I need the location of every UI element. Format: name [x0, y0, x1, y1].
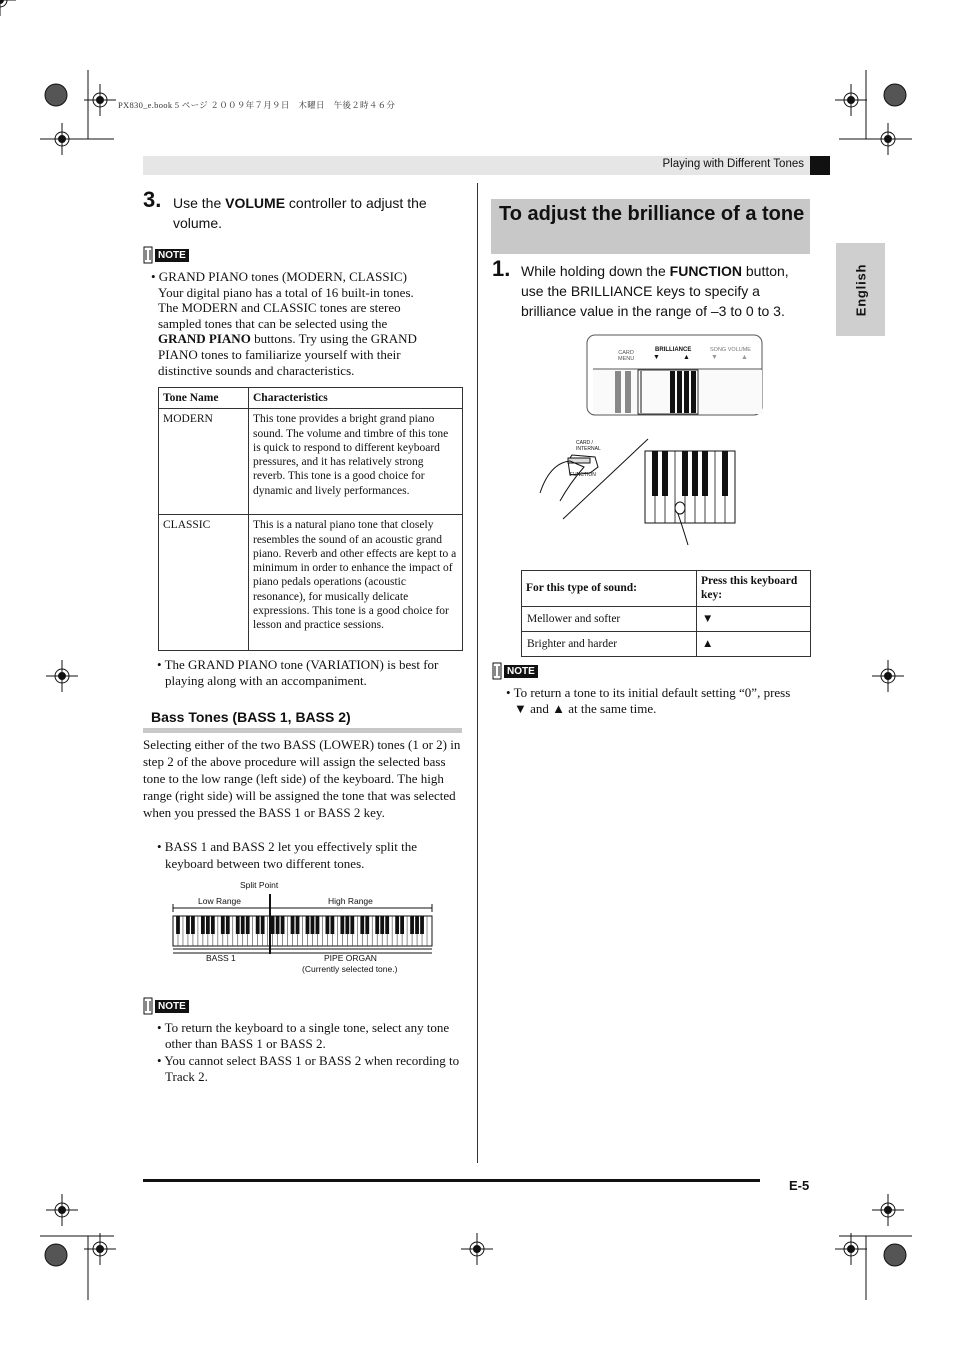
- step-text-part: Use the: [173, 195, 226, 211]
- table-header: Press this keyboard key:: [697, 571, 811, 607]
- table-row: [522, 631, 811, 656]
- brilliance-heading-bar: [491, 199, 810, 254]
- piano-black-key: [345, 916, 349, 934]
- bass1-label: BASS 1: [206, 953, 236, 963]
- card-internal-label: [576, 441, 601, 452]
- panel-text: CARD /: [576, 440, 593, 446]
- brilliance-heading: To adjust the brilliance of a tone: [499, 203, 805, 225]
- note-bullet: • To return a tone to its initial default setting “0”, press ▼ and ▲ at the same time.: [506, 685, 791, 716]
- note-bullet: • You cannot select BASS 1 or BASS 2 when recording to Track 2.: [157, 1053, 460, 1084]
- column-divider: [477, 183, 478, 1163]
- volume-down-icon: ▼: [711, 354, 718, 361]
- note-bullet: • To return the keyboard to a single tone, select any tone other than BASS 1 or BASS 2.: [157, 1020, 450, 1051]
- piano-black-key: [211, 916, 215, 934]
- panel-black-key: [684, 371, 689, 413]
- table-cell-key: ▲: [697, 631, 811, 656]
- piano-black-key: [326, 916, 330, 934]
- piano-black-key: [176, 916, 180, 934]
- mini-black-key: [722, 451, 728, 496]
- panel-key: [640, 371, 642, 413]
- bass-heading: Bass Tones (BASS 1, BASS 2): [151, 709, 351, 725]
- song-volume-label: SONG VOLUME: [710, 347, 751, 353]
- note-bass: [151, 1020, 463, 1084]
- step-text: [173, 193, 463, 233]
- piano-black-key: [385, 916, 389, 934]
- brilliance-up-icon: ▲: [683, 354, 690, 361]
- table-header-row: [522, 571, 811, 607]
- panel-black-key: [691, 371, 696, 413]
- bass-body: Selecting either of the two BASS (LOWER) tones (1 or 2) in step 2 of the above procedure will assign the selected bass tone to the low range (left side) of the keyboard. The high range (right side) will be assigned the tone that was selected when you pressed the BASS 1 or BASS 2 key.: [143, 737, 461, 820]
- piano-black-key: [261, 916, 265, 934]
- card-menu-label: [618, 350, 634, 362]
- piano-black-key: [350, 916, 354, 934]
- note-keyword: GRAND PIANO: [158, 331, 251, 347]
- piano-black-key: [291, 916, 295, 934]
- piano-black-key: [360, 916, 364, 934]
- step-text: [521, 261, 806, 321]
- step-number: 1.: [492, 256, 511, 281]
- table-row: [159, 515, 463, 651]
- note-line: The MODERN and CLASSIC tones are stereo: [158, 300, 401, 316]
- note-line: • GRAND PIANO tones (MODERN, CLASSIC): [151, 269, 407, 284]
- heading-rule: [143, 728, 462, 733]
- pipe-organ-label: PIPE ORGAN: [324, 953, 377, 963]
- step-number: 3.: [143, 187, 162, 212]
- note-badge: [143, 997, 189, 1015]
- note-label: NOTE: [504, 665, 538, 678]
- brilliance-panel-illustration: [530, 333, 770, 553]
- piano-black-key: [236, 916, 240, 934]
- note-label: NOTE: [155, 249, 189, 262]
- note-line: PIANO tones to familiarize yourself with their: [158, 346, 401, 362]
- piano-black-key: [276, 916, 280, 934]
- panel-black-key: [677, 371, 682, 413]
- piano-black-key: [186, 916, 190, 934]
- note-badge: [492, 662, 538, 680]
- piano-black-key: [296, 916, 300, 934]
- mini-black-key: [662, 451, 668, 496]
- note-label: NOTE: [155, 1000, 189, 1013]
- table-cell: This tone provides a bright grand piano sound. The volume and timbre of this tone is quick to respond to different keyboard pressures, and it has relatively strong reverb. This tone is a good choice for dynamic and lively performances.: [249, 409, 463, 515]
- split-point-label: Split Point: [240, 880, 279, 890]
- note-line: Your digital piano has a total of 16 built-in tones.: [158, 284, 414, 300]
- panel-text: INTERNAL: [576, 445, 601, 452]
- bass-bullet: [151, 838, 463, 872]
- language-tab: [836, 243, 885, 336]
- note-line: buttons. Try using the GRAND: [250, 331, 417, 347]
- tone-table: [158, 387, 463, 651]
- piano-black-key: [271, 916, 275, 934]
- note-pen-icon: [492, 662, 502, 680]
- note-pen-icon: [143, 246, 153, 264]
- piano-black-key: [375, 916, 379, 934]
- note-grand-piano: [151, 269, 463, 378]
- function-label: FUNCTION: [570, 472, 596, 478]
- piano-black-key: [330, 916, 334, 934]
- piano-black-key: [400, 916, 404, 934]
- table-cell: MODERN: [159, 409, 249, 515]
- step-keyword: VOLUME: [225, 195, 286, 211]
- panel-black-key: [670, 371, 675, 413]
- panel-text: CARD: [618, 350, 634, 356]
- panel-text: MENU: [618, 356, 635, 362]
- mini-black-key: [652, 451, 658, 496]
- brilliance-down-icon: ▼: [653, 354, 660, 361]
- note-line: sampled tones that can be selected using the: [158, 315, 388, 331]
- note-bullet: • The GRAND PIANO tone (VARIATION) is best for playing along with an accompaniment.: [157, 657, 439, 688]
- low-range-label: Low Range: [198, 896, 242, 906]
- piano-black-key: [340, 916, 344, 934]
- table-row: [159, 409, 463, 515]
- step-text-part: button, use the BRILLIANCE keys to specify a brilliance value in the range of –3 to 0 to 3.: [521, 263, 789, 319]
- note-reset: [500, 685, 805, 716]
- table-header: For this type of sound:: [522, 571, 697, 607]
- book-info-line: PX830_e.book 5 ページ ２００９年７月９日 木曜日 午後２時４６分: [118, 100, 396, 110]
- mini-black-key: [702, 451, 708, 496]
- step-text-part: controller to adjust the volume.: [173, 195, 427, 231]
- note-pen-icon: [143, 997, 153, 1015]
- mini-black-key: [682, 451, 688, 496]
- table-header: Characteristics: [249, 388, 463, 409]
- note-badge: [143, 246, 189, 264]
- section-title: Playing with Different Tones: [662, 158, 804, 170]
- piano-black-key: [226, 916, 230, 934]
- piano-black-key: [410, 916, 414, 934]
- table-header-row: [159, 388, 463, 409]
- sound-table: [521, 570, 811, 657]
- table-cell: CLASSIC: [159, 515, 249, 651]
- piano-black-key: [365, 916, 369, 934]
- piano-black-key: [380, 916, 384, 934]
- bass-bullet-text: • BASS 1 and BASS 2 let you effectively split the keyboard between two different tones.: [157, 839, 417, 871]
- panel-key: [625, 371, 631, 413]
- page-number: E-5: [789, 1178, 810, 1193]
- piano-black-key: [281, 916, 285, 934]
- volume-up-icon: ▲: [741, 354, 748, 361]
- step-text-part: While holding down the: [521, 263, 670, 279]
- piano-black-key: [316, 916, 320, 934]
- piano-black-key: [246, 916, 250, 934]
- piano-black-key: [311, 916, 315, 934]
- panel-key: [615, 371, 621, 413]
- piano-black-key: [241, 916, 245, 934]
- table-cell: Brighter and harder: [522, 631, 697, 656]
- note-line: distinctive sounds and characteristics.: [158, 362, 355, 378]
- language-tab-label: English: [853, 263, 868, 316]
- piano-black-key: [420, 916, 424, 934]
- piano-black-key: [201, 916, 205, 934]
- piano-black-key: [415, 916, 419, 934]
- brilliance-label: BRILLIANCE: [655, 347, 692, 353]
- table-header: Tone Name: [159, 388, 249, 409]
- table-cell: This is a natural piano tone that closely resembles the sound of an acoustic grand piano. Reverb and other effects are kept to a minimum in order to enhance the impact of piano pedals operations (acoustic resonance), for musically delicate expressions. This tone is a good choice for lesson and practice sessions.: [249, 515, 463, 651]
- selected-tone-note: (Currently selected tone.): [302, 964, 398, 974]
- piano-black-key: [221, 916, 225, 934]
- note-variation: [151, 657, 463, 688]
- piano-black-key: [256, 916, 260, 934]
- mini-black-key: [692, 451, 698, 496]
- split-keyboard-diagram: [170, 890, 435, 958]
- step-keyword: FUNCTION: [669, 263, 742, 279]
- piano-black-key: [306, 916, 310, 934]
- table-cell: Mellower and softer: [522, 606, 697, 631]
- piano-black-key: [206, 916, 210, 934]
- piano-black-key: [191, 916, 195, 934]
- footer-rule: [143, 1179, 760, 1182]
- table-cell-key: ▼: [697, 606, 811, 631]
- piano-black-key: [395, 916, 399, 934]
- table-row: [522, 606, 811, 631]
- high-range-label: High Range: [328, 896, 373, 906]
- header-block: [810, 156, 830, 175]
